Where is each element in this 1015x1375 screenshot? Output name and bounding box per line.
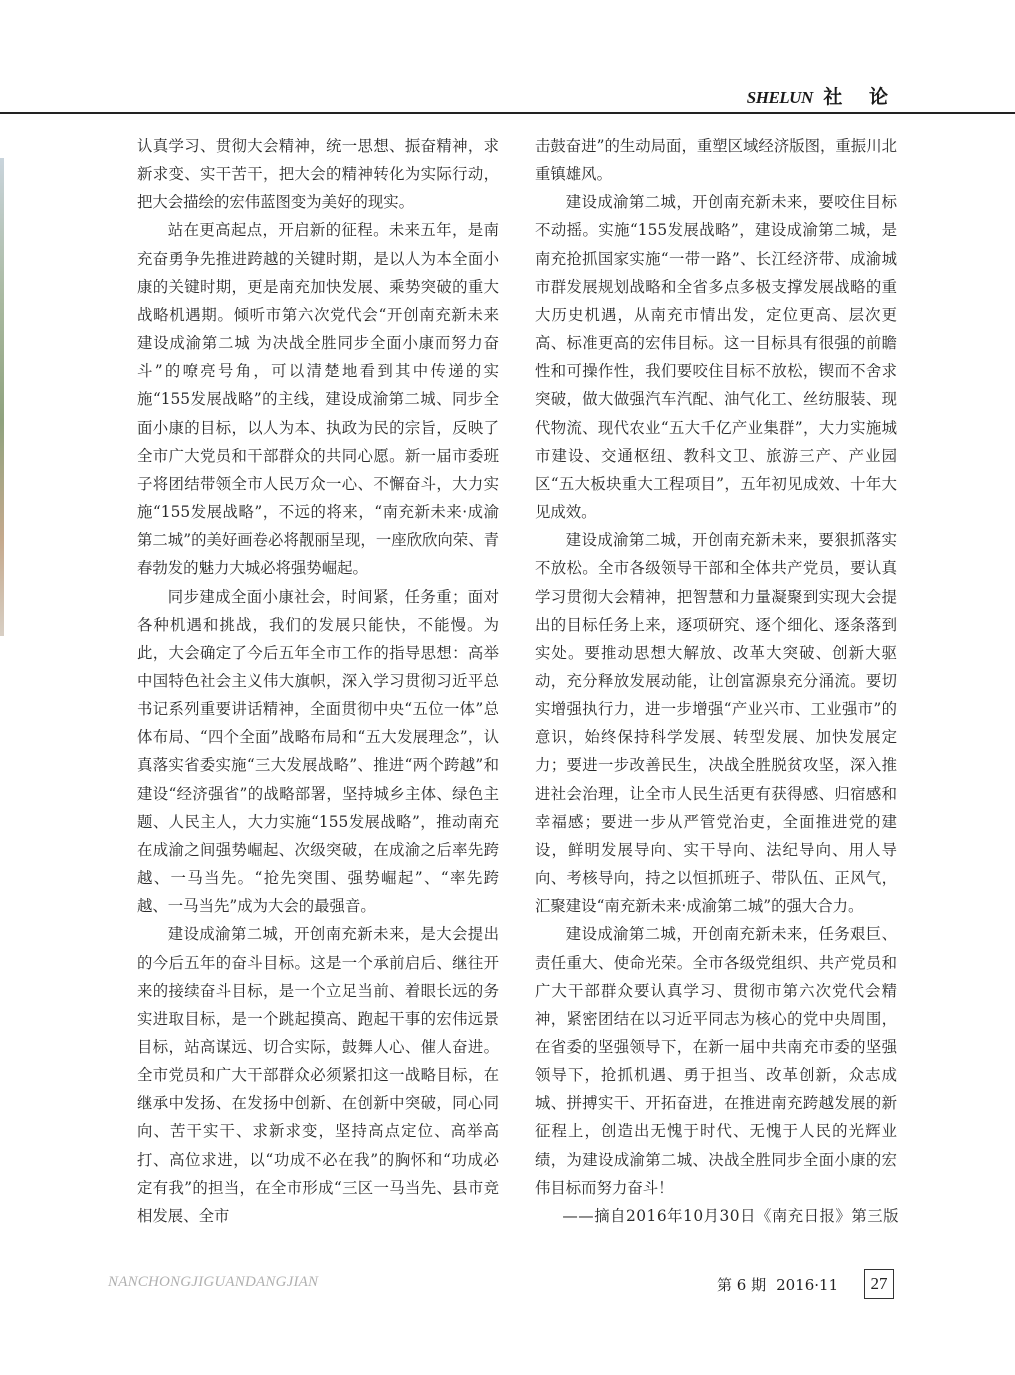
paragraph: 站在更高起点，开启新的征程。未来五年，是南充奋勇争先推进跨越的关键时期，是以人为本全面小康的关键时期，更是南充加快发展、乘势突破的重大战略机遇期。倾听市第六次党代会“开创南充新未来 建设成渝第二城 为决战全胜同步全面小康而努力奋斗”的嘹亮号角，可以清楚地看到其中传递的实施“155发展战略”的主线，建设成渝第二城、同步全面小康的目标，以人为本、执政为民的宗旨，反映了全市广大党员和干部群众的共同心愿。新一届市委班子将团结带领全市人民万众一心、不懈奋斗，大力实施“155发展战略”，不远的将来，“南充新未来·成渝第二城”的美好画卷必将靓丽呈现，一座欣欣向荣、青春勃发的魅力大城必将强势崛起。	[137, 221, 499, 578]
paragraph: 认真学习、贯彻大会精神，统一思想、振奋精神，求新求变、实干苦干，把大会的精神转化为实际行动，把大会描绘的宏伟蓝图变为美好的现实。	[137, 137, 499, 212]
section-title-zh: 社 论	[823, 86, 898, 108]
left-edge-image-strip	[0, 158, 4, 636]
issue-date: 2016·11	[776, 1276, 839, 1294]
paragraph: 建设成渝第二城，开创南充新未来，要咬住目标不动摇。实施“155发展战略”，建设成渝第二城，是南充抢抓国家实施“一带一路”、长江经济带、成渝城市群发展规划战略和全省多点多极支撑发展战略的重大历史机遇，从南充市情出发，定位更高、层次更高、标准更高的宏伟目标。这一目标具有很强的前瞻性和可操作性，我们要咬住目标不放松，锲而不舍求突破，做大做强汽车汽配、油气化工、丝纺服装、现代物流、现代农业“五大千亿产业集群”，大力实施城市建设、交通枢纽、教科文卫、旅游三产、产业园区“五大板块重大工程项目”，五年初见成效、十年大见成效。	[535, 193, 897, 522]
header-divider	[0, 112, 1015, 114]
section-title-en: SHELUN	[746, 88, 813, 107]
footer-issue-info	[717, 1274, 838, 1295]
paragraph: 击鼓奋进”的生动局面，重塑区域经济版图，重振川北重镇雄风。	[535, 137, 897, 184]
paragraph: 同步建成全面小康社会，时间紧，任务重；面对各种机遇和挑战，我们的发展只能快，不能慢。为此，大会确定了今后五年全市工作的指导思想：高举中国特色社会主义伟大旗帜，深入学习贯彻习近平总书记系列重要讲话精神，全面贯彻中央“五位一体”总体布局、“四个全面”战略布局和“五大发展理念”，认真落实省委实施“三大发展战略”、推进“两个跨越”和建设“经济强省”的战略部署，坚持城乡主体、绿色主题、人民主人，大力实施“155发展战略”，推动南充在成渝之间强势崛起、次级突破，在成渝之后率先跨越、一马当先。“抢先突围、强势崛起”、“率先跨越、一马当先”成为大会的最强音。	[137, 587, 499, 916]
section-header	[747, 82, 898, 109]
article-right-column	[535, 132, 897, 1230]
article-left-column	[137, 132, 499, 1230]
issue-number: 第 6 期	[717, 1276, 767, 1294]
footer-brand: NANCHONGJIGUANDANGJIAN	[108, 1274, 319, 1290]
page-number: 27	[864, 1269, 894, 1299]
source-attribution: ——摘自2016年10月30日《南充日报》第三版	[562, 1206, 899, 1225]
paragraph: 建设成渝第二城，开创南充新未来，要狠抓落实不放松。全市各级领导干部和全体共产党员，要认真学习贯彻大会精神，把智慧和力量凝聚到实现大会提出的目标任务上来，逐项研究、逐个细化、逐条落到实处。要推动思想大解放、改革大突破、创新大驱动，充分释放发展动能，让创富源泉充分涌流。要切实增强执行力，进一步增强“产业兴市、工业强市”的意识，始终保持科学发展、转型发展、加快发展定力；要进一步改善民生，决战全胜脱贫攻坚，深入推进社会治理，让全市人民生活更有获得感、归宿感和幸福感；要进一步从严管党治吏，全面推进党的建设，鲜明发展导向、实干导向、法纪导向、用人导向、考核导向，持之以恒抓班子、带队伍、正风气，汇聚建设“南充新未来·成渝第二城”的强大合力。	[535, 531, 897, 916]
paragraph: 建设成渝第二城，开创南充新未来，是大会提出的今后五年的奋斗目标。这是一个承前启后、继往开来的接续奋斗目标，是一个立足当前、着眼长远的务实进取目标，是一个跳起摸高、跑起干事的宏伟远景目标，站高谋远、切合实际，鼓舞人心、催人奋进。全市党员和广大干部群众必须紧扣这一战略目标，在继承中发扬、在发扬中创新、在创新中突破，同心同向、苦干实干、求新求变，坚持高点定位、高举高打、高位求进，以“功成不必在我”的胸怀和“功成必定有我”的担当，在全市形成“三区一马当先、县市竞相发展、全市	[137, 925, 499, 1225]
paragraph: 建设成渝第二城，开创南充新未来，任务艰巨、责任重大、使命光荣。全市各级党组织、共产党员和广大干部群众要认真学习、贯彻市第六次党代会精神，紧密团结在以习近平同志为核心的党中央周围，在省委的坚强领导下，在新一届中共南充市委的坚强领导下，抢抓机遇、勇于担当、改革创新，众志成城、拼搏实干、开拓奋进，在推进南充跨越发展的新征程上，创造出无愧于时代、无愧于人民的光辉业绩，为建设成渝第二城、决战全胜同步全面小康的宏伟目标而努力奋斗！	[535, 925, 897, 1197]
